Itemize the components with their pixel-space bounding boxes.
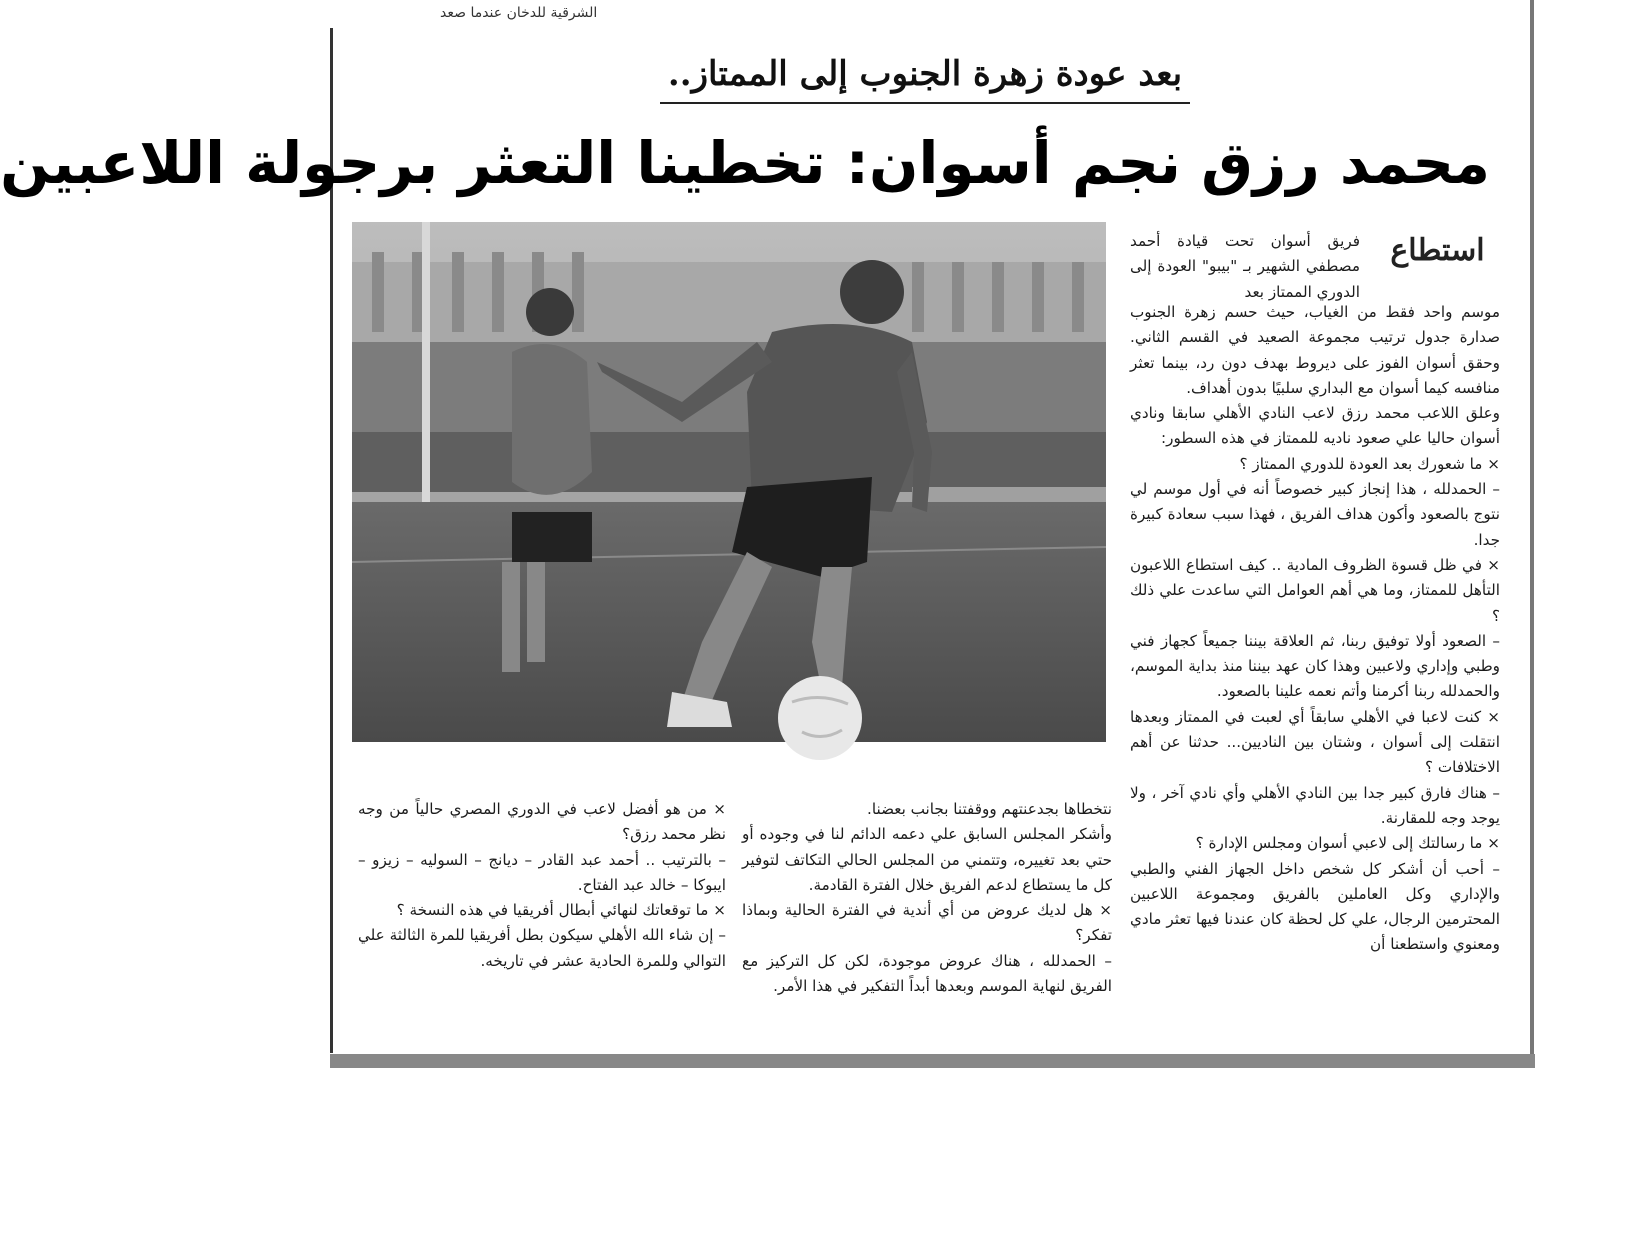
football-training-photo: [352, 222, 1106, 742]
article-kicker: بعد عودة زهرة الجنوب إلى الممتاز..: [660, 50, 1190, 104]
answer: – الحمدلله ، هذا إنجاز كبير خصوصاً أنه في أول موسم لي نتوج بالصعود وأكون هداف الفريق ، فهذا سبب سعادة كبيرة جدا.: [1130, 480, 1500, 549]
answer: – بالترتيب .. أحمد عبد القادر – ديانج – السوليه – زيزو – ايبوكا – خالد عبد الفتاح.: [358, 850, 726, 894]
intro-text: فريق أسوان تحت قيادة أحمد مصطفي الشهير بـ "بيبو" العودة إلى الدوري الممتاز بعد: [1130, 232, 1360, 301]
question: × في ظل قسوة الظروف المادية .. كيف استطاع اللاعبون التأهل للممتاز، وما هي أهم العوامل التي ساعدت علي ذلك ؟: [1130, 555, 1500, 625]
answer: – الصعود أولا توفيق ربنا، ثم العلاقة بيننا جميعاً كجهاز فني وطبي وإداري ولاعبين وهذا كان عهد بيننا منذ بداية الموسم، والحمدلله ربنا أكرمنا وأتم نعمه علينا بالصعود.: [1130, 631, 1500, 701]
right-column: [1130, 300, 1500, 958]
answer: – أحب أن أشكر كل شخص داخل الجهاز الفني والطبي والإداري وكل العاملين بالفريق ومجموعة اللاعبين المحترمين الرجال، علي كل لحظة كان عندنا فيها تعثر مادي ومعنوي واستطعنا أن: [1130, 859, 1500, 954]
paragraph: وعلق اللاعب محمد رزق لاعب النادي الأهلي سابقا ونادي أسوان حاليا علي صعود ناديه للممتاز في هذه السطور:: [1130, 404, 1500, 448]
right-page-edge: [1530, 0, 1534, 1068]
paragraph: نتخطاها بجدعنتهم ووقفتنا بجانب بعضنا.: [867, 800, 1112, 818]
article-byline: استطاع: [1390, 233, 1485, 268]
answer: – هناك فارق كبير جدا بين النادي الأهلي وأي نادي آخر ، ولا يوجد وجه للمقارنة.: [1130, 783, 1500, 827]
left-column: [358, 797, 726, 974]
answer: – الحمدلله ، هناك عروض موجودة، لكن كل التركيز مع الفريق لنهاية الموسم وبعدها أبداً التفكير في هذا الأمر.: [742, 951, 1112, 996]
question: × هل لديك عروض من أي أندية في الفترة الحالية وبماذا تفكر؟: [742, 901, 1112, 945]
previous-article-line: الشرقية للدخان عندما صعد: [440, 5, 598, 21]
article-photo: [352, 222, 1106, 742]
previous-article-fragment: [330, 0, 1535, 28]
article-headline: محمد رزق نجم أسوان: تخطينا التعثر برجولة اللاعبين: [0, 129, 1490, 197]
bottom-page-rule: [330, 1054, 1535, 1068]
question: × ما رسالتك إلى لاعبي أسوان ومجلس الإدارة ؟: [1195, 834, 1500, 853]
paragraph: وأشكر المجلس السابق علي دعمه الدائم لنا في وجوده أو حتي بعد تغييره، وتتمني من المجلس الحالي التكاتف لتوفير كل ما يستطاع لدعم الفريق خلال الفترة القادمة.: [742, 825, 1112, 894]
paragraph: موسم واحد فقط من الغياب، حيث حسم زهرة الجنوب صدارة جدول ترتيب مجموعة الصعيد في القسم الثاني. وحقق أسوان الفوز على ديروط بهدف دون رد، بينما تعثر منافسه كيما أسوان مع البداري سلبيًا بدون أهداف.: [1130, 303, 1500, 397]
question: × ما شعورك بعد العودة للدوري الممتاز ؟: [1239, 454, 1500, 473]
question: × من هو أفضل لاعب في الدوري المصري حالياً من وجه نظر محمد رزق؟: [358, 800, 726, 844]
answer: – إن شاء الله الأهلي سيكون بطل أفريقيا للمرة الثالثة علي التوالي وللمرة الحادية عشر في تاريخه.: [358, 926, 726, 970]
question: × كنت لاعبا في الأهلي سابقاً أي لعبت في الممتاز وبعدها انتقلت إلى أسوان ، وشتان بين الناديين... حدثنا عن أهم الاختلافات ؟: [1130, 707, 1500, 777]
question: × ما توقعاتك لنهائي أبطال أفريقيا في هذه النسخة ؟: [396, 901, 726, 920]
intro-paragraph: [1130, 229, 1360, 305]
middle-column: [742, 797, 1112, 999]
